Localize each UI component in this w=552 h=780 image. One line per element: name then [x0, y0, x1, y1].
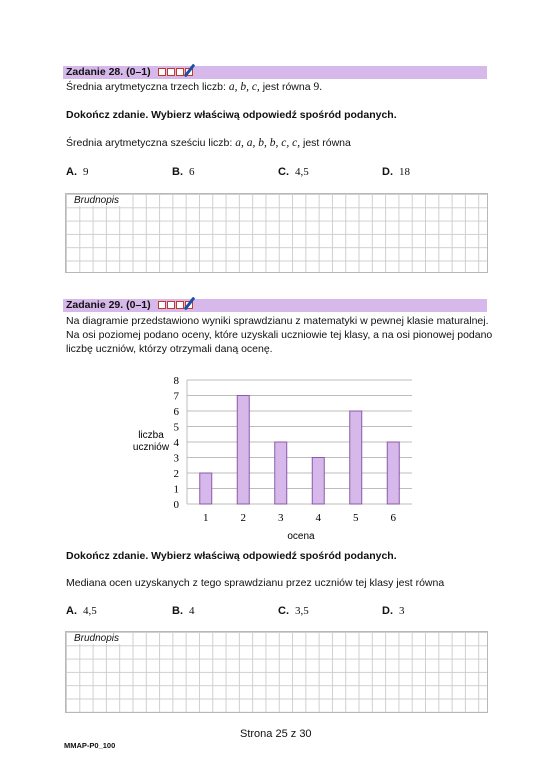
y-tick-label: 0	[173, 499, 179, 511]
task-28-header	[63, 66, 487, 79]
x-tick-label: 2	[240, 512, 246, 524]
bar-4	[312, 458, 324, 505]
bar-5	[350, 411, 362, 504]
y-axis-label-line-1: liczba	[138, 430, 164, 441]
chart-gridlines	[187, 380, 412, 504]
bar-1	[200, 473, 212, 504]
x-tick-label: 5	[353, 512, 359, 524]
y-tick-label: 1	[173, 483, 179, 496]
task-28-question: Średnia arytmetyczna sześciu liczb: a, a, b, b, c, c, jest równa	[66, 137, 351, 149]
y-tick-label: 2	[173, 468, 179, 480]
task-28-title: Zadanie 28. (0–1)	[66, 66, 151, 78]
task-29-title: Zadanie 29. (0–1)	[66, 299, 151, 311]
task-28-statement: Średnia arytmetyczna trzech liczb: a, b, c, jest równa 9.	[66, 81, 323, 93]
draft-label: Brudnopis	[74, 195, 120, 206]
exam-code: MMAP-P0_100	[64, 741, 116, 750]
bar-2	[237, 396, 249, 505]
task-28-option-c[interactable]: C. 4,5	[278, 166, 309, 178]
bar-chart	[120, 368, 430, 543]
task-28-option-d[interactable]: D. 18	[382, 166, 410, 178]
x-tick-label: 4	[315, 512, 321, 524]
task-28-instruction: Dokończ zdanie. Wybierz właściwą odpowiedź spośród podanych.	[66, 109, 397, 121]
task-29-option-d[interactable]: D. 3	[382, 605, 405, 617]
chart-x-ticks	[203, 512, 397, 524]
task-29-desc-line-3: liczbę uczniów, którzy otrzymali daną ocenę.	[66, 343, 273, 355]
chart-y-ticks	[174, 375, 180, 511]
x-tick-label: 3	[278, 512, 284, 524]
draft-label: Brudnopis	[74, 633, 120, 644]
task-28-option-a[interactable]: A. 9	[66, 166, 89, 178]
draft-area-29	[65, 631, 488, 713]
x-tick-label: 1	[203, 512, 209, 524]
y-tick-label: 3	[173, 452, 179, 465]
x-tick-label: 6	[390, 512, 396, 524]
task-29-option-b[interactable]: B. 4	[172, 605, 195, 617]
y-tick-label: 4	[173, 437, 179, 449]
task-29-option-a[interactable]: A. 4,5	[66, 605, 97, 617]
y-tick-label: 6	[173, 406, 179, 418]
bar-6	[387, 442, 399, 504]
page-number: Strona 25 z 30	[240, 728, 312, 740]
y-tick-label: 7	[173, 390, 179, 403]
task-29-header	[63, 299, 487, 312]
task-29-desc-line-1: Na diagramie przedstawiono wyniki sprawdzianu z matematyki w pewnej klasie maturalnej.	[66, 315, 489, 327]
chart-bars	[200, 396, 400, 505]
task-28-option-b[interactable]: B. 6	[172, 166, 195, 178]
bar-3	[275, 442, 287, 504]
y-tick-label: 8	[173, 375, 179, 387]
task-29-question: Mediana ocen uzyskanych z tego sprawdzianu przez uczniów tej klasy jest równa	[66, 577, 445, 589]
draft-area-28	[65, 193, 488, 273]
y-axis-label-line-2: uczniów	[132, 442, 170, 453]
y-tick-label: 5	[173, 421, 179, 434]
x-axis-label: ocena	[287, 531, 315, 542]
task-29-instruction: Dokończ zdanie. Wybierz właściwą odpowiedź spośród podanych.	[66, 550, 397, 562]
task-29-desc-line-2: Na osi poziomej podano oceny, które uzyskali uczniowie tej klasy, a na osi pionowej podano	[66, 329, 493, 341]
task-29-option-c[interactable]: C. 3,5	[278, 605, 309, 617]
